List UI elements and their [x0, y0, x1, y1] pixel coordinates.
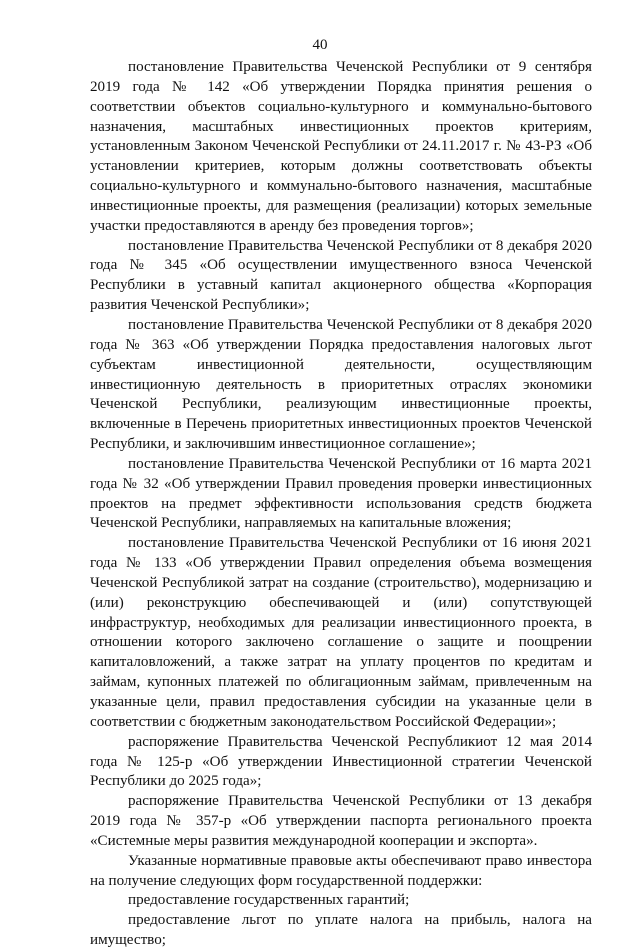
paragraph-resolution-363: постановление Правительства Чеченской Республики от 8 декабря 2020 года № 363 «Об утверждении Порядка предоставления налоговых льгот субъектам инвестиционной деятельности, осуществляющим инвестиционную деятельность в приоритетных отраслях экономики Чеченской Республики, реализующим инвестиционные проекты, включенные в Перечень приоритетных инвестиционных проектов Чеченской Республики, и заключившим инвестиционное соглашение»;: [90, 316, 592, 453]
page-number: 40: [312, 37, 328, 53]
paragraph-support-forms-intro: Указанные нормативные правовые акты обеспечивают право инвестора на получение следующих форм государственной поддержки:: [90, 852, 592, 889]
paragraph-resolution-345: постановление Правительства Чеченской Республики от 8 декабря 2020 года № 345 «Об осуществлении имущественного взноса Чеченской Республики в уставный капитал акционерного общества «Корпорация развития Чеченской Республики»;: [90, 237, 592, 314]
document-body: [90, 58, 592, 951]
paragraph-resolution-142: постановление Правительства Чеченской Республики от 9 сентября 2019 года № 142 «Об утверждении Порядка принятия решения о соответствии объектов социально-культурного и коммунально-бытового назначения, масштабных инвестиционных проектов критериям, установленным Законом Чеченской Республики от 24.11.2017 г. № 43-РЗ «Об установлении критериев, которым должны соответствовать объекты социально-культурного и коммунально-бытового назначения, масштабные инвестиционные проекты, для размещения (реализации) которых земельные участки предоставляются в аренду без проведения торгов»;: [90, 59, 592, 234]
paragraph-order-357-r: распоряжение Правительства Чеченской Республики от 13 декабря 2019 года № 357-р «Об утверждении паспорта регионального проекта «Системные меры развития международной кооперации и экспорта».: [90, 793, 592, 849]
paragraph-order-125-r: распоряжение Правительства Чеченской Республикиот 12 мая 2014 года № 125-р «Об утверждении Инвестиционной стратегии Чеченской Республики до 2025 года»;: [90, 733, 592, 790]
paragraph-tax-benefits: предоставление льгот по уплате налога на прибыль, налога на имущество;: [90, 912, 592, 949]
paragraph-resolution-32: постановление Правительства Чеченской Республики от 16 марта 2021 года № 32 «Об утверждении Правил проведения проверки инвестиционных проектов на предмет эффективности использования средств бюджета Чеченской Республики, направляемых на капитальные вложения;: [90, 455, 592, 532]
paragraph-resolution-133: постановление Правительства Чеченской Республики от 16 июня 2021 года № 133 «Об утверждении Правил определения объема возмещения Чеченской Республикой затрат на создание (строительство), модернизацию и (или) реконструкцию обеспечивающей и (или) сопутствующей инфраструктур, необходимых для реализации инвестиционного проекта, в отношении которого заключено соглашение о защите и поощрении капиталовложений, а также затрат на уплату процентов по кредитам и займам, купонных платежей по облигационным займам, привлеченным на указанные цели, правил предоставления субсидии на указанные цели в соответствии с бюджетным законодательством Российской Федерации»;: [90, 535, 592, 730]
paragraph-state-guarantees: предоставление государственных гарантий;: [128, 892, 410, 909]
